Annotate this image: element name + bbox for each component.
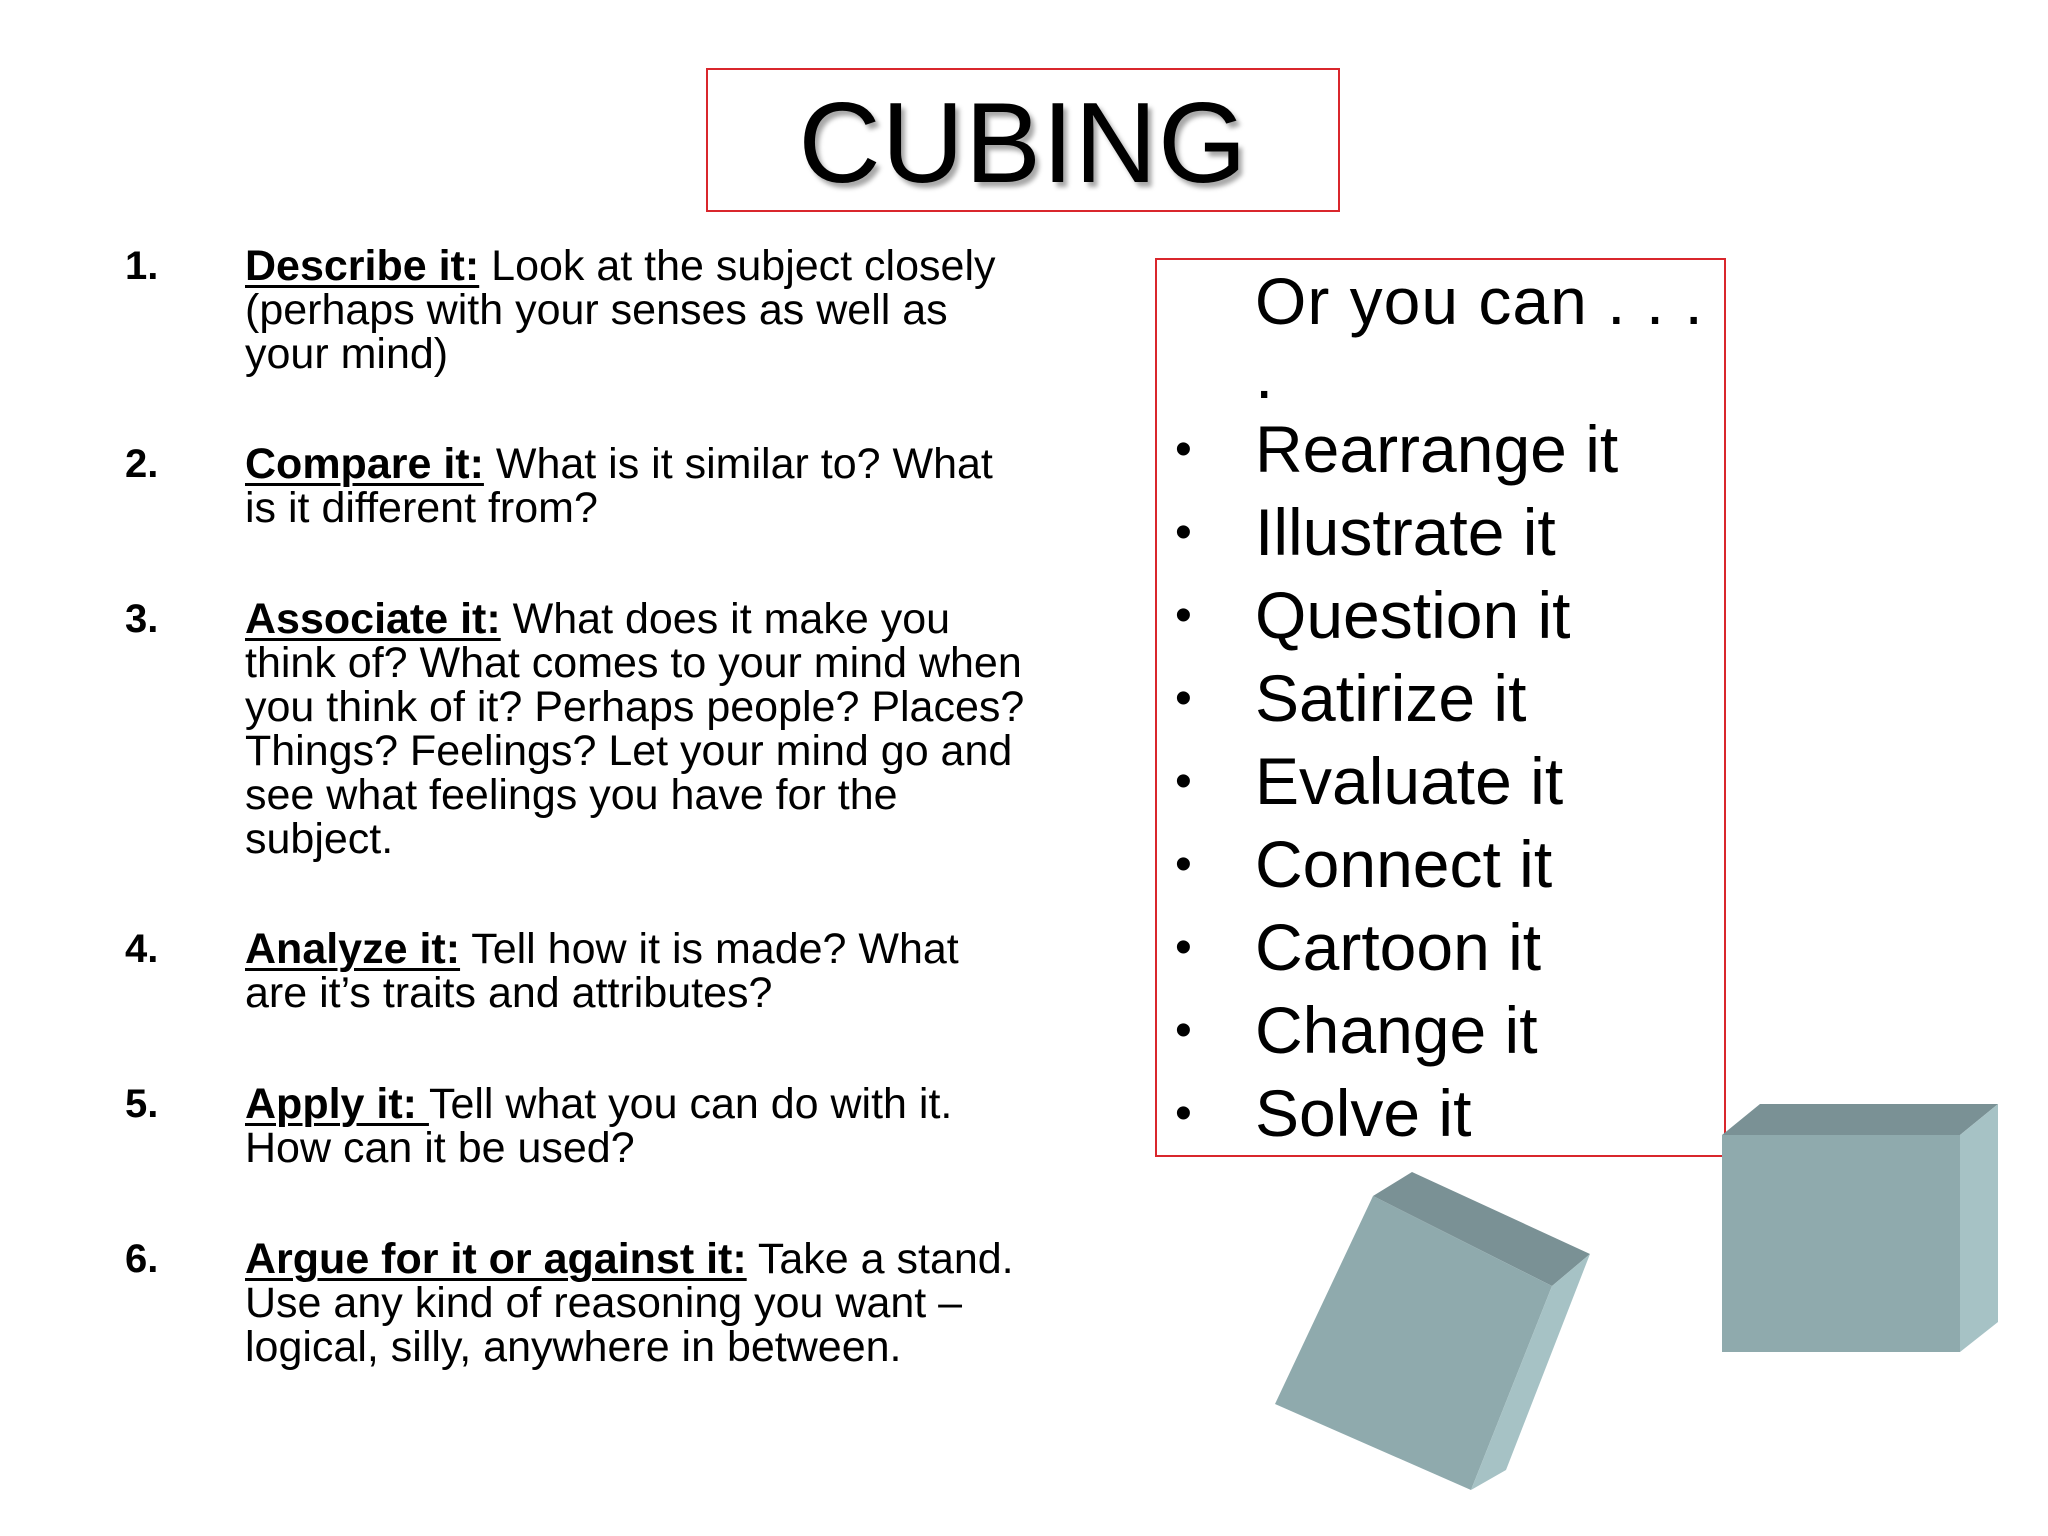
step-text: Tell how it is made? What are it’s traits and attributes? bbox=[245, 925, 959, 1017]
alternative-item bbox=[1157, 740, 1717, 823]
bullet-icon: • bbox=[1175, 1087, 1192, 1140]
alternative-item bbox=[1157, 408, 1717, 491]
upright-cube-side bbox=[1960, 1104, 1998, 1352]
step-body bbox=[245, 442, 1025, 530]
step-heading: Apply it: bbox=[245, 1080, 429, 1128]
bullet-icon: • bbox=[1175, 589, 1192, 642]
step-heading: Compare it: bbox=[245, 440, 484, 488]
step-number: 2. bbox=[125, 442, 159, 486]
upright-cube-face bbox=[1722, 1135, 1960, 1352]
step-number: 6. bbox=[125, 1237, 159, 1281]
step-body bbox=[245, 244, 1025, 376]
bullet-icon: • bbox=[1175, 1004, 1192, 1057]
upright-cube bbox=[1722, 1104, 1998, 1352]
step-text: What does it make you think of? What comes to your mind when you think of it? Perhaps people? Places? Things? Feelings? Let your mind go and see what feelings you have for the subject. bbox=[245, 595, 1025, 863]
tilted-cube bbox=[1275, 1172, 1590, 1490]
upright-cube-top bbox=[1722, 1104, 1998, 1135]
alternative-item bbox=[1157, 574, 1717, 657]
alternative-label: Evaluate it bbox=[1255, 744, 1564, 818]
step-text: Take a stand. Use any kind of reasoning you want – logical, silly, anywhere in between. bbox=[245, 1235, 1014, 1371]
step-body bbox=[245, 597, 1025, 861]
cube-illustration bbox=[1150, 1090, 2030, 1520]
bullet-icon: • bbox=[1175, 755, 1192, 808]
alternative-item bbox=[1157, 989, 1717, 1072]
step-heading: Describe it: bbox=[245, 242, 480, 290]
alternative-label: Question it bbox=[1255, 578, 1571, 652]
slide-title: CUBING bbox=[798, 80, 1248, 207]
step-body bbox=[245, 927, 1025, 1015]
step-text: Tell what you can do with it. How can it be used? bbox=[245, 1080, 953, 1172]
step-number: 5. bbox=[125, 1082, 159, 1126]
alternative-label: Solve it bbox=[1255, 1076, 1472, 1150]
title-box bbox=[706, 68, 1340, 212]
step-number: 4. bbox=[125, 927, 159, 971]
alternatives-intro: Or you can . . . . bbox=[1255, 264, 1704, 412]
step-number: 1. bbox=[125, 244, 159, 288]
alternative-item bbox=[1157, 491, 1717, 574]
alternative-label: Change it bbox=[1255, 993, 1538, 1067]
step-heading: Associate it: bbox=[245, 595, 501, 643]
alternatives-list bbox=[1157, 408, 1717, 1155]
alternative-label: Connect it bbox=[1255, 827, 1553, 901]
alternative-item bbox=[1157, 906, 1717, 989]
alternative-label: Satirize it bbox=[1255, 661, 1527, 735]
step-body bbox=[245, 1082, 1025, 1170]
alternative-item bbox=[1157, 657, 1717, 740]
alternative-label: Rearrange it bbox=[1255, 412, 1619, 486]
step-heading: Argue for it or against it: bbox=[245, 1235, 747, 1283]
step-heading: Analyze it: bbox=[245, 925, 461, 973]
step-text: Look at the subject closely (perhaps with your senses as well as your mind) bbox=[245, 242, 996, 378]
alternatives-box bbox=[1155, 258, 1726, 1157]
alternative-label: Illustrate it bbox=[1255, 495, 1556, 569]
bullet-icon: • bbox=[1175, 423, 1192, 476]
step-text: What is it similar to? What is it different from? bbox=[245, 440, 993, 532]
bullet-icon: • bbox=[1175, 506, 1192, 559]
step-body bbox=[245, 1237, 1025, 1369]
alternative-item bbox=[1157, 823, 1717, 906]
bullet-icon: • bbox=[1175, 672, 1192, 725]
bullet-icon: • bbox=[1175, 838, 1192, 891]
alternative-label: Cartoon it bbox=[1255, 910, 1542, 984]
step-number: 3. bbox=[125, 597, 159, 641]
bullet-icon: • bbox=[1175, 921, 1192, 974]
